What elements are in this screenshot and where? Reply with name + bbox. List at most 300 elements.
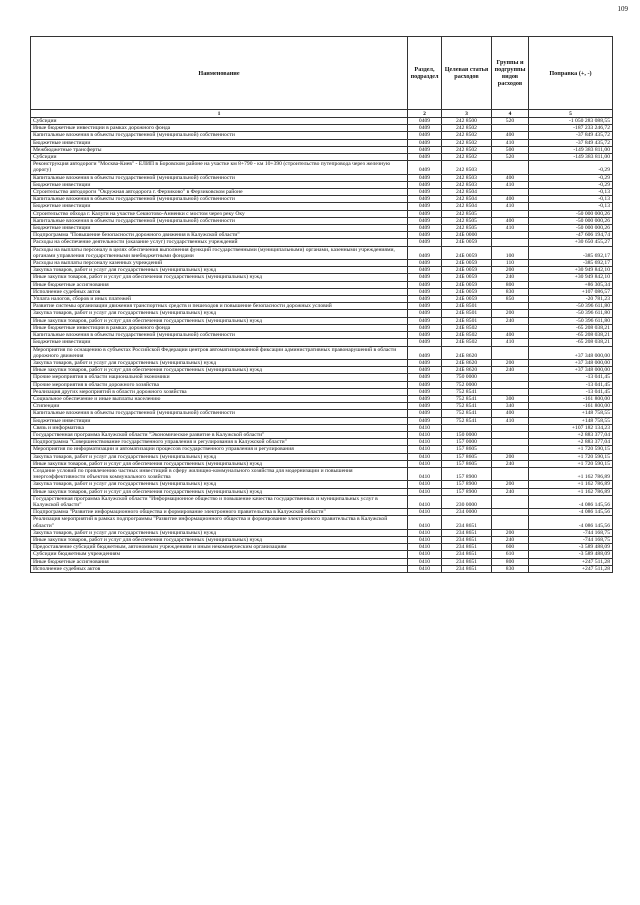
row-article: 24Б 0059: [442, 296, 492, 303]
row-group: 400: [492, 132, 529, 139]
row-section: 0410: [408, 565, 442, 572]
row-article: 157 8900: [442, 488, 492, 495]
row-name: Уплата налогов, сборов и иных платежей: [31, 296, 408, 303]
row-amount: -20 781,23: [529, 296, 613, 303]
row-group: 410: [492, 225, 529, 232]
row-group: 850: [492, 296, 529, 303]
table-row: [31, 161, 613, 174]
row-amount: +247 511,28: [529, 558, 613, 565]
row-amount: -161 800,00: [529, 395, 613, 402]
row-section: 0409: [408, 139, 442, 146]
row-article: 157 8605: [442, 446, 492, 453]
row-group: 400: [492, 196, 529, 203]
row-name: Субсидии: [31, 154, 408, 161]
row-name: Мероприятия по информатизации и автоматизации процессов государственного управления и регулирования: [31, 446, 408, 453]
row-section: 0409: [408, 125, 442, 132]
row-section: 0409: [408, 288, 442, 295]
row-name: Закупка товаров, работ и услуг для государственных (муниципальных) нужд: [31, 529, 408, 536]
row-amount: -0,13: [529, 203, 613, 210]
table-row: [31, 544, 613, 551]
row-article: 242 8502: [442, 146, 492, 153]
row-article: 24Б 0059: [442, 260, 492, 267]
table-row: [31, 154, 613, 161]
table-row: [31, 203, 613, 210]
row-name: Капитальные вложения в объекты государственной (муниципальной) собственности: [31, 332, 408, 339]
row-group: 200: [492, 529, 529, 536]
row-section: 0409: [408, 388, 442, 395]
table-row: [31, 551, 613, 558]
row-name: Стипендии: [31, 403, 408, 410]
table-row: [31, 332, 613, 339]
row-name: Бюджетные инвестиции: [31, 225, 408, 232]
row-article: 752 8541: [442, 403, 492, 410]
table-row: [31, 395, 613, 402]
row-name: Реализация других мероприятий в области дорожного хозяйства: [31, 388, 408, 395]
row-article: 242 8503: [442, 181, 492, 188]
row-group: 410: [492, 139, 529, 146]
row-article: 230 0000: [442, 495, 492, 508]
table-row: [31, 174, 613, 181]
row-section: 0409: [408, 154, 442, 161]
table-row: [31, 381, 613, 388]
row-group: [492, 189, 529, 196]
table-row: [31, 189, 613, 196]
table-row: [31, 565, 613, 572]
row-group: [492, 239, 529, 246]
row-article: 234 8651: [442, 516, 492, 529]
row-section: 0409: [408, 324, 442, 331]
row-article: 157 8900: [442, 481, 492, 488]
row-article: 242 8504: [442, 196, 492, 203]
row-section: 0409: [408, 132, 442, 139]
row-article: 24Б 0000: [442, 232, 492, 239]
row-article: 24Б 8620: [442, 367, 492, 374]
row-name: Иные закупки товаров, работ и услуг для обеспечения государственных (муниципальных) нужд: [31, 488, 408, 495]
row-group: 610: [492, 551, 529, 558]
row-section: 0410: [408, 439, 442, 446]
row-group: [492, 374, 529, 381]
row-section: 0410: [408, 544, 442, 551]
row-amount: -50 396 611,80: [529, 317, 613, 324]
row-amount: -149 383 811,00: [529, 154, 613, 161]
row-group: [492, 439, 529, 446]
table-row: [31, 132, 613, 139]
table-row: [31, 367, 613, 374]
row-amount: +107 182 134,23: [529, 424, 613, 431]
row-section: 0409: [408, 181, 442, 188]
table-row: [31, 317, 613, 324]
row-amount: -13 041,45: [529, 388, 613, 395]
table-row: [31, 225, 613, 232]
row-section: 0409: [408, 303, 442, 310]
row-group: 410: [492, 417, 529, 424]
table-row: [31, 374, 613, 381]
row-amount: -744 168,75: [529, 529, 613, 536]
row-amount: -65 208 038,21: [529, 339, 613, 346]
row-article: 24Б 8502: [442, 339, 492, 346]
row-amount: +1 720 590,15: [529, 446, 613, 453]
row-section: 0410: [408, 551, 442, 558]
row-amount: -37 849 435,72: [529, 139, 613, 146]
row-amount: -4 086 145,56: [529, 509, 613, 516]
row-name: Субсидии: [31, 118, 408, 125]
table-row: [31, 424, 613, 431]
row-group: 520: [492, 118, 529, 125]
row-article: 242 8504: [442, 189, 492, 196]
row-section: 0409: [408, 367, 442, 374]
row-article: 242 8505: [442, 225, 492, 232]
row-group: [492, 210, 529, 217]
row-article: 24Б 0059: [442, 267, 492, 274]
row-article: 24Б 8501: [442, 310, 492, 317]
row-amount: +1 162 786,89: [529, 481, 613, 488]
row-amount: -744 168,75: [529, 536, 613, 543]
table-row: [31, 296, 613, 303]
row-section: 0409: [408, 174, 442, 181]
table-row: [31, 146, 613, 153]
row-section: 0409: [408, 239, 442, 246]
table-row: [31, 403, 613, 410]
row-name: Капитальные вложения в объекты государственной (муниципальной) собственности: [31, 196, 408, 203]
table-row: [31, 239, 613, 246]
row-name: Иные закупки товаров, работ и услуг для обеспечения государственных (муниципальных) нужд: [31, 536, 408, 543]
row-amount: -47 606 194,74: [529, 232, 613, 239]
row-article: 242 8502: [442, 139, 492, 146]
table-row: [31, 210, 613, 217]
row-section: 0409: [408, 118, 442, 125]
row-name: Закупка товаров, работ и услуг для государственных (муниципальных) нужд: [31, 359, 408, 366]
row-section: 0409: [408, 189, 442, 196]
row-article: 750 0000: [442, 374, 492, 381]
row-section: 0410: [408, 467, 442, 480]
row-section: 0410: [408, 431, 442, 438]
row-group: 520: [492, 154, 529, 161]
row-section: 0409: [408, 395, 442, 402]
row-name: Капитальные вложения в объекты государственной (муниципальной) собственности: [31, 174, 408, 181]
table-row: [31, 246, 613, 259]
row-article: 24Б 8502: [442, 332, 492, 339]
row-article: 234 8651: [442, 558, 492, 565]
row-amount: +1 162 786,89: [529, 488, 613, 495]
row-group: [492, 125, 529, 132]
row-amount: -0,29: [529, 161, 613, 174]
row-group: 240: [492, 460, 529, 467]
table-row: [31, 232, 613, 239]
row-section: 0410: [408, 446, 442, 453]
row-name: Реализация мероприятий в рамках подпрограммы "Развитие информационного общества и формирование электронного правительства в Калужской области": [31, 516, 408, 529]
row-name: Бюджетные инвестиции: [31, 181, 408, 188]
row-amount: -3 589 488,09: [529, 551, 613, 558]
row-amount: +148 758,55: [529, 417, 613, 424]
row-section: 0409: [408, 317, 442, 324]
row-amount: -0,13: [529, 196, 613, 203]
row-name: Строительство автодороги "Окружная автодорога г. Ферзиково" в Ферзиковском районе: [31, 189, 408, 196]
table-row: [31, 181, 613, 188]
row-article: 234 8651: [442, 544, 492, 551]
table-row: [31, 417, 613, 424]
row-amount: -385 692,17: [529, 260, 613, 267]
row-section: 0410: [408, 536, 442, 543]
row-group: [492, 232, 529, 239]
row-amount: -50 000 000,26: [529, 217, 613, 224]
row-section: 0409: [408, 281, 442, 288]
row-name: Расходы на выплаты персоналу в целях обеспечения выполнения функций государственными (муниципальными) органами, казенными учреждениями, органами управления государственными внебюджетными фондами: [31, 246, 408, 259]
table-row: [31, 310, 613, 317]
row-name: Иные бюджетные ассигнования: [31, 558, 408, 565]
row-amount: +1 720 590,15: [529, 453, 613, 460]
row-group: 200: [492, 481, 529, 488]
table-row: [31, 558, 613, 565]
row-amount: +2 883 377,04: [529, 431, 613, 438]
row-amount: -3 589 488,09: [529, 544, 613, 551]
row-group: 240: [492, 274, 529, 281]
row-section: 0409: [408, 403, 442, 410]
row-article: 150 0000: [442, 431, 492, 438]
budget-table: [30, 36, 613, 573]
row-group: [492, 495, 529, 508]
row-article: 752 0000: [442, 381, 492, 388]
row-article: 234 8651: [442, 565, 492, 572]
row-amount: -50 396 611,80: [529, 310, 613, 317]
row-group: 240: [492, 367, 529, 374]
row-group: [492, 467, 529, 480]
row-section: 0409: [408, 196, 442, 203]
row-name: Иные бюджетные инвестиции в рамках дорожного фонда: [31, 125, 408, 132]
row-name: Межбюджетные трансферты: [31, 146, 408, 153]
table-row: [31, 495, 613, 508]
header-section: Раздел, подраздел: [408, 37, 442, 110]
row-section: 0409: [408, 274, 442, 281]
row-group: 200: [492, 453, 529, 460]
row-amount: -65 208 038,21: [529, 332, 613, 339]
row-amount: -50 000 000,26: [529, 225, 613, 232]
row-group: 240: [492, 488, 529, 495]
row-name: Расходы на выплаты персоналу казенных учреждений: [31, 260, 408, 267]
table-row: [31, 410, 613, 417]
row-amount: +37 348 000,00: [529, 367, 613, 374]
header-article: Целевая статья расходов: [442, 37, 492, 110]
row-amount: +30 650 455,27: [529, 239, 613, 246]
row-section: 0409: [408, 210, 442, 217]
row-name: Строительство обхода г. Калуги на участке Секиотово-Анненки с мостом через реку Оку: [31, 210, 408, 217]
row-group: 240: [492, 536, 529, 543]
row-name: Иные закупки товаров, работ и услуг для обеспечения государственных (муниципальных) нужд: [31, 274, 408, 281]
row-article: 234 8651: [442, 551, 492, 558]
row-section: 0410: [408, 509, 442, 516]
row-section: 0410: [408, 453, 442, 460]
table-row: [31, 281, 613, 288]
table-row: [31, 118, 613, 125]
row-name: Иные закупки товаров, работ и услуг для обеспечения государственных (муниципальных) нужд: [31, 367, 408, 374]
row-amount: +2 883 377,04: [529, 439, 613, 446]
table-row: [31, 536, 613, 543]
table-row: [31, 516, 613, 529]
row-group: [492, 324, 529, 331]
row-article: 242 8502: [442, 154, 492, 161]
row-group: [492, 381, 529, 388]
table-row: [31, 388, 613, 395]
row-section: 0409: [408, 310, 442, 317]
row-name: Исполнение судебных актов: [31, 288, 408, 295]
row-section: 0409: [408, 381, 442, 388]
row-amount: -1 050 283 088,55: [529, 118, 613, 125]
table-row: [31, 125, 613, 132]
row-section: 0410: [408, 529, 442, 536]
row-group: 800: [492, 558, 529, 565]
row-group: 410: [492, 339, 529, 346]
row-group: 200: [492, 310, 529, 317]
row-group: 800: [492, 281, 529, 288]
row-group: 410: [492, 203, 529, 210]
row-section: 0409: [408, 359, 442, 366]
row-article: 242 8503: [442, 161, 492, 174]
header-group: Группы и подгруппы видов расходов: [492, 37, 529, 110]
row-section: 0409: [408, 296, 442, 303]
table-row: [31, 529, 613, 536]
row-amount: -50 000 000,26: [529, 210, 613, 217]
row-section: 0410: [408, 460, 442, 467]
table-row: [31, 217, 613, 224]
row-group: [492, 516, 529, 529]
row-name: Подпрограмма "Совершенствование государственного управления и регулирования в Калужской области": [31, 439, 408, 446]
row-amount: -385 692,17: [529, 246, 613, 259]
row-group: 200: [492, 359, 529, 366]
row-group: [492, 346, 529, 359]
row-group: 500: [492, 146, 529, 153]
row-section: 0409: [408, 246, 442, 259]
row-name: Реконструкция автодороги "Москва-Киев" - ЕЛИП в Боровском районе на участке км 8+790 - км 10+390 (строительство путепровода через железную дорогу): [31, 161, 408, 174]
row-section: 0409: [408, 339, 442, 346]
row-name: Расходы на обеспечение деятельности (оказание услуг) государственных учреждений: [31, 239, 408, 246]
row-group: [492, 161, 529, 174]
header-name: Наименование: [31, 37, 408, 110]
row-amount: +1 162 786,89: [529, 467, 613, 480]
row-name: Капитальные вложения в объекты государственной (муниципальной) собственности: [31, 217, 408, 224]
header-number: 2: [408, 110, 442, 118]
row-section: 0410: [408, 488, 442, 495]
header-amount: Поправка (+, -): [529, 37, 613, 110]
row-amount: -4 086 145,56: [529, 516, 613, 529]
row-section: 0409: [408, 232, 442, 239]
row-amount: -37 849 435,72: [529, 132, 613, 139]
row-amount: +37 348 000,00: [529, 359, 613, 366]
table-row: [31, 303, 613, 310]
row-name: Закупка товаров, работ и услуг для государственных (муниципальных) нужд: [31, 481, 408, 488]
row-amount: +37 348 000,00: [529, 346, 613, 359]
row-group: [492, 431, 529, 438]
table-row: [31, 260, 613, 267]
table-row: [31, 288, 613, 295]
header-number: 4: [492, 110, 529, 118]
row-name: Социальное обеспечение и иные выплаты населению: [31, 395, 408, 402]
row-article: 242 8502: [442, 125, 492, 132]
row-name: Государственная программа Калужской области "Экономическое развитие в Калужской области": [31, 431, 408, 438]
row-amount: -50 396 611,80: [529, 303, 613, 310]
row-name: Создание условий по привлечению частных инвестиций в сферу жилищно-коммунального хозяйства для модернизации и повышения энергоэффективности объектов коммунального хозяйства: [31, 467, 408, 480]
row-section: 0409: [408, 217, 442, 224]
row-amount: +148 758,55: [529, 410, 613, 417]
row-name: Капитальные вложения в объекты государственной (муниципальной) собственности: [31, 132, 408, 139]
header-number: 3: [442, 110, 492, 118]
row-name: Подпрограмма "Развитие информационного общества и формирование электронного правительства в Калужской области": [31, 509, 408, 516]
row-name: Субсидии бюджетным учреждениям: [31, 551, 408, 558]
row-name: Предоставление субсидий бюджетным, автономным учреждениям и иным некоммерческим организациям: [31, 544, 408, 551]
row-article: 752 8541: [442, 395, 492, 402]
row-name: Прочие мероприятия в области дорожного хозяйства: [31, 381, 408, 388]
row-group: [492, 446, 529, 453]
row-amount: -161 800,00: [529, 403, 613, 410]
row-section: 0409: [408, 267, 442, 274]
row-group: 100: [492, 246, 529, 259]
row-section: 0409: [408, 203, 442, 210]
row-section: 0410: [408, 495, 442, 508]
row-name: Закупка товаров, работ и услуг для государственных (муниципальных) нужд: [31, 453, 408, 460]
table-row: [31, 359, 613, 366]
header-number: 5: [529, 110, 613, 118]
row-section: 0409: [408, 374, 442, 381]
row-amount: -0,13: [529, 189, 613, 196]
row-amount: -0,29: [529, 181, 613, 188]
row-article: 157 8605: [442, 460, 492, 467]
row-article: 752 8541: [442, 388, 492, 395]
row-section: 0410: [408, 424, 442, 431]
row-group: 830: [492, 565, 529, 572]
row-group: [492, 388, 529, 395]
row-group: 400: [492, 217, 529, 224]
row-article: 24Б 8501: [442, 317, 492, 324]
row-amount: -149 383 811,00: [529, 146, 613, 153]
row-section: 0409: [408, 417, 442, 424]
row-group: 400: [492, 174, 529, 181]
row-amount: +247 511,28: [529, 565, 613, 572]
row-name: Закупка товаров, работ и услуг для государственных (муниципальных) нужд: [31, 267, 408, 274]
row-name: Капитальные вложения в объекты государственной (муниципальной) собственности: [31, 410, 408, 417]
row-section: 0409: [408, 332, 442, 339]
row-article: 752 8541: [442, 410, 492, 417]
row-name: Бюджетные инвестиции: [31, 139, 408, 146]
row-section: 0409: [408, 410, 442, 417]
row-amount: +107 086,57: [529, 288, 613, 295]
row-article: 24Б 0059: [442, 281, 492, 288]
table-row: [31, 431, 613, 438]
row-group: [492, 303, 529, 310]
row-article: 242 8504: [442, 203, 492, 210]
row-amount: -13 041,45: [529, 374, 613, 381]
row-section: 0409: [408, 225, 442, 232]
page-number: 109: [617, 5, 628, 13]
row-article: 157 8605: [442, 453, 492, 460]
row-amount: -13 041,45: [529, 381, 613, 388]
table-row: [31, 453, 613, 460]
row-article: 234 8651: [442, 536, 492, 543]
row-group: 110: [492, 260, 529, 267]
row-article: 24Б 8620: [442, 359, 492, 366]
row-section: 0409: [408, 260, 442, 267]
table-row: [31, 481, 613, 488]
row-article: 752 8541: [442, 417, 492, 424]
row-article: 234 8651: [442, 529, 492, 536]
row-article: 24Б 8501: [442, 303, 492, 310]
row-name: Мероприятия по оснащению в субъектах Российской Федерации центров автоматизированной фиксации административных правонарушений в области дорожного движения: [31, 346, 408, 359]
table-body: [31, 118, 613, 573]
row-amount: -65 208 038,21: [529, 324, 613, 331]
header-number: 1: [31, 110, 408, 118]
row-group: 300: [492, 395, 529, 402]
row-section: 0410: [408, 558, 442, 565]
row-name: Бюджетные инвестиции: [31, 203, 408, 210]
row-amount: +30 949 842,10: [529, 274, 613, 281]
table-row: [31, 509, 613, 516]
